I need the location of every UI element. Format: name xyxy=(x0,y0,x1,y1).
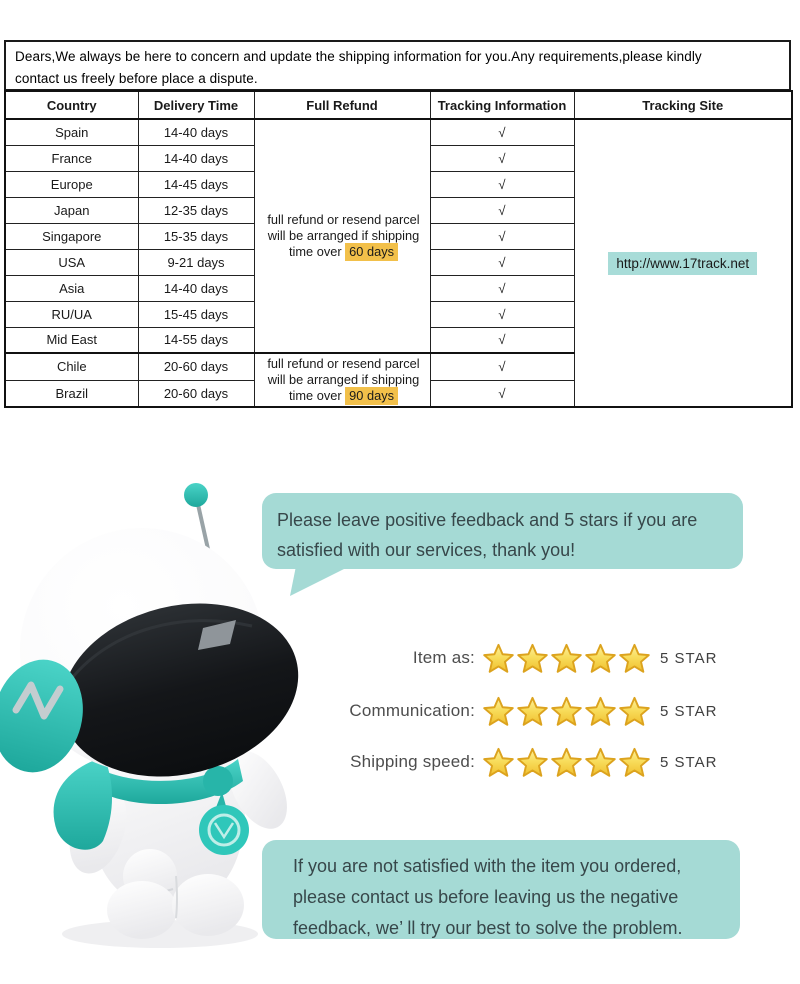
robot-scarf-knot xyxy=(203,766,233,796)
star-icon xyxy=(516,695,549,728)
star-icon xyxy=(482,746,515,779)
robot-left-foot xyxy=(107,881,177,939)
tracking-checkmark: √ xyxy=(430,301,574,327)
star-icon xyxy=(516,642,549,675)
star-icon xyxy=(618,642,651,675)
shipping-notice-line1: Dears,We always be here to concern and update the shipping information for you.Any requirements,please kindly xyxy=(15,49,702,64)
column-header-full-refund: Full Refund xyxy=(254,91,430,119)
speech-bubble-top xyxy=(262,493,743,569)
delivery-cell: 12-35 days xyxy=(138,197,254,223)
star-icon xyxy=(482,642,515,675)
bubble-bottom-line3: feedback, we’ ll try our best to solve the problem. xyxy=(293,918,683,938)
delivery-cell: 14-40 days xyxy=(138,275,254,301)
country-cell: Chile xyxy=(5,353,138,380)
refund-text-line2: will be arranged if shipping xyxy=(267,372,420,387)
country-cell: Spain xyxy=(5,119,138,145)
shipping-notice-line2: contact us freely before place a dispute. xyxy=(15,71,258,86)
star-icon xyxy=(482,695,515,728)
delivery-cell: 14-55 days xyxy=(138,327,254,353)
delivery-cell: 20-60 days xyxy=(138,353,254,380)
tracking-checkmark: √ xyxy=(430,119,574,145)
rating-row-communication xyxy=(330,690,800,732)
country-cell: Japan xyxy=(5,197,138,223)
speech-bubble-bottom xyxy=(262,840,740,939)
robot-chest-badge xyxy=(199,805,249,855)
tracking-site-cell xyxy=(574,119,792,407)
country-cell: Asia xyxy=(5,275,138,301)
refund-days-highlight: 60 days xyxy=(345,243,398,261)
star-icon xyxy=(550,746,583,779)
bubble-bottom-line1: If you are not satisfied with the item you ordered, xyxy=(293,856,682,876)
country-cell: Singapore xyxy=(5,223,138,249)
refund-text-line1: full refund or resend parcel xyxy=(267,212,420,227)
tracking-checkmark: √ xyxy=(430,353,574,380)
star-rating xyxy=(482,642,651,675)
rating-suffix: 5 STAR xyxy=(660,702,718,720)
column-header-country: Country xyxy=(5,91,138,119)
delivery-cell: 14-40 days xyxy=(138,145,254,171)
star-rating xyxy=(482,695,651,728)
star-icon xyxy=(550,695,583,728)
refund-text-line3: time over 60 days xyxy=(262,244,426,260)
delivery-cell: 14-45 days xyxy=(138,171,254,197)
star-icon xyxy=(516,746,549,779)
column-header-tracking-information: Tracking Information xyxy=(430,91,574,119)
delivery-cell: 14-40 days xyxy=(138,119,254,145)
country-cell: RU/UA xyxy=(5,301,138,327)
rating-row-shipping-speed xyxy=(330,741,800,783)
table-row xyxy=(5,119,792,145)
table-header-row xyxy=(5,91,792,119)
country-cell: Mid East xyxy=(5,327,138,353)
robot-mascot xyxy=(0,478,300,978)
star-icon xyxy=(584,695,617,728)
column-header-tracking-site: Tracking Site xyxy=(574,91,792,119)
bubble-top-line1: Please leave positive feedback and 5 stars if you are xyxy=(277,510,698,530)
star-icon xyxy=(618,695,651,728)
rating-suffix: 5 STAR xyxy=(660,753,718,771)
rating-row-item-as xyxy=(330,637,800,679)
star-rating xyxy=(482,746,651,779)
star-icon xyxy=(584,746,617,779)
refund-cell-60-days xyxy=(254,119,430,353)
star-icon xyxy=(618,746,651,779)
bubble-bottom-line2: please contact us before leaving us the negative xyxy=(293,887,679,907)
rating-suffix: 5 STAR xyxy=(660,649,718,667)
tracking-checkmark: √ xyxy=(430,249,574,275)
country-cell: USA xyxy=(5,249,138,275)
rating-label: Communication: xyxy=(349,701,475,720)
delivery-cell: 15-35 days xyxy=(138,223,254,249)
tracking-site-link[interactable]: http://www.17track.net xyxy=(608,252,757,275)
delivery-cell: 9-21 days xyxy=(138,249,254,275)
tracking-checkmark: √ xyxy=(430,223,574,249)
column-header-delivery-time: Delivery Time xyxy=(138,91,254,119)
robot-cape xyxy=(54,760,112,850)
rating-label: Item as: xyxy=(412,648,475,667)
shipping-table xyxy=(4,90,793,408)
tracking-checkmark: √ xyxy=(430,197,574,223)
star-icon xyxy=(550,642,583,675)
robot-right-foot xyxy=(172,874,244,936)
tracking-checkmark: √ xyxy=(430,327,574,353)
tracking-checkmark: √ xyxy=(430,145,574,171)
star-icon xyxy=(584,642,617,675)
country-cell: Europe xyxy=(5,171,138,197)
refund-text-line2: will be arranged if shipping xyxy=(267,228,420,243)
rating-label: Shipping speed: xyxy=(350,752,475,771)
tracking-checkmark: √ xyxy=(430,275,574,301)
delivery-cell: 20-60 days xyxy=(138,380,254,407)
refund-text-line3: time over 90 days xyxy=(262,388,426,404)
refund-cell-90-days xyxy=(254,353,430,407)
refund-days-highlight: 90 days xyxy=(345,387,398,405)
country-cell: Brazil xyxy=(5,380,138,407)
tracking-checkmark: √ xyxy=(430,171,574,197)
delivery-cell: 15-45 days xyxy=(138,301,254,327)
tracking-checkmark: √ xyxy=(430,380,574,407)
country-cell: France xyxy=(5,145,138,171)
shipping-notice xyxy=(4,40,791,91)
refund-text-line1: full refund or resend parcel xyxy=(267,356,420,371)
bubble-top-line2: satisfied with our services, thank you! xyxy=(277,540,576,560)
